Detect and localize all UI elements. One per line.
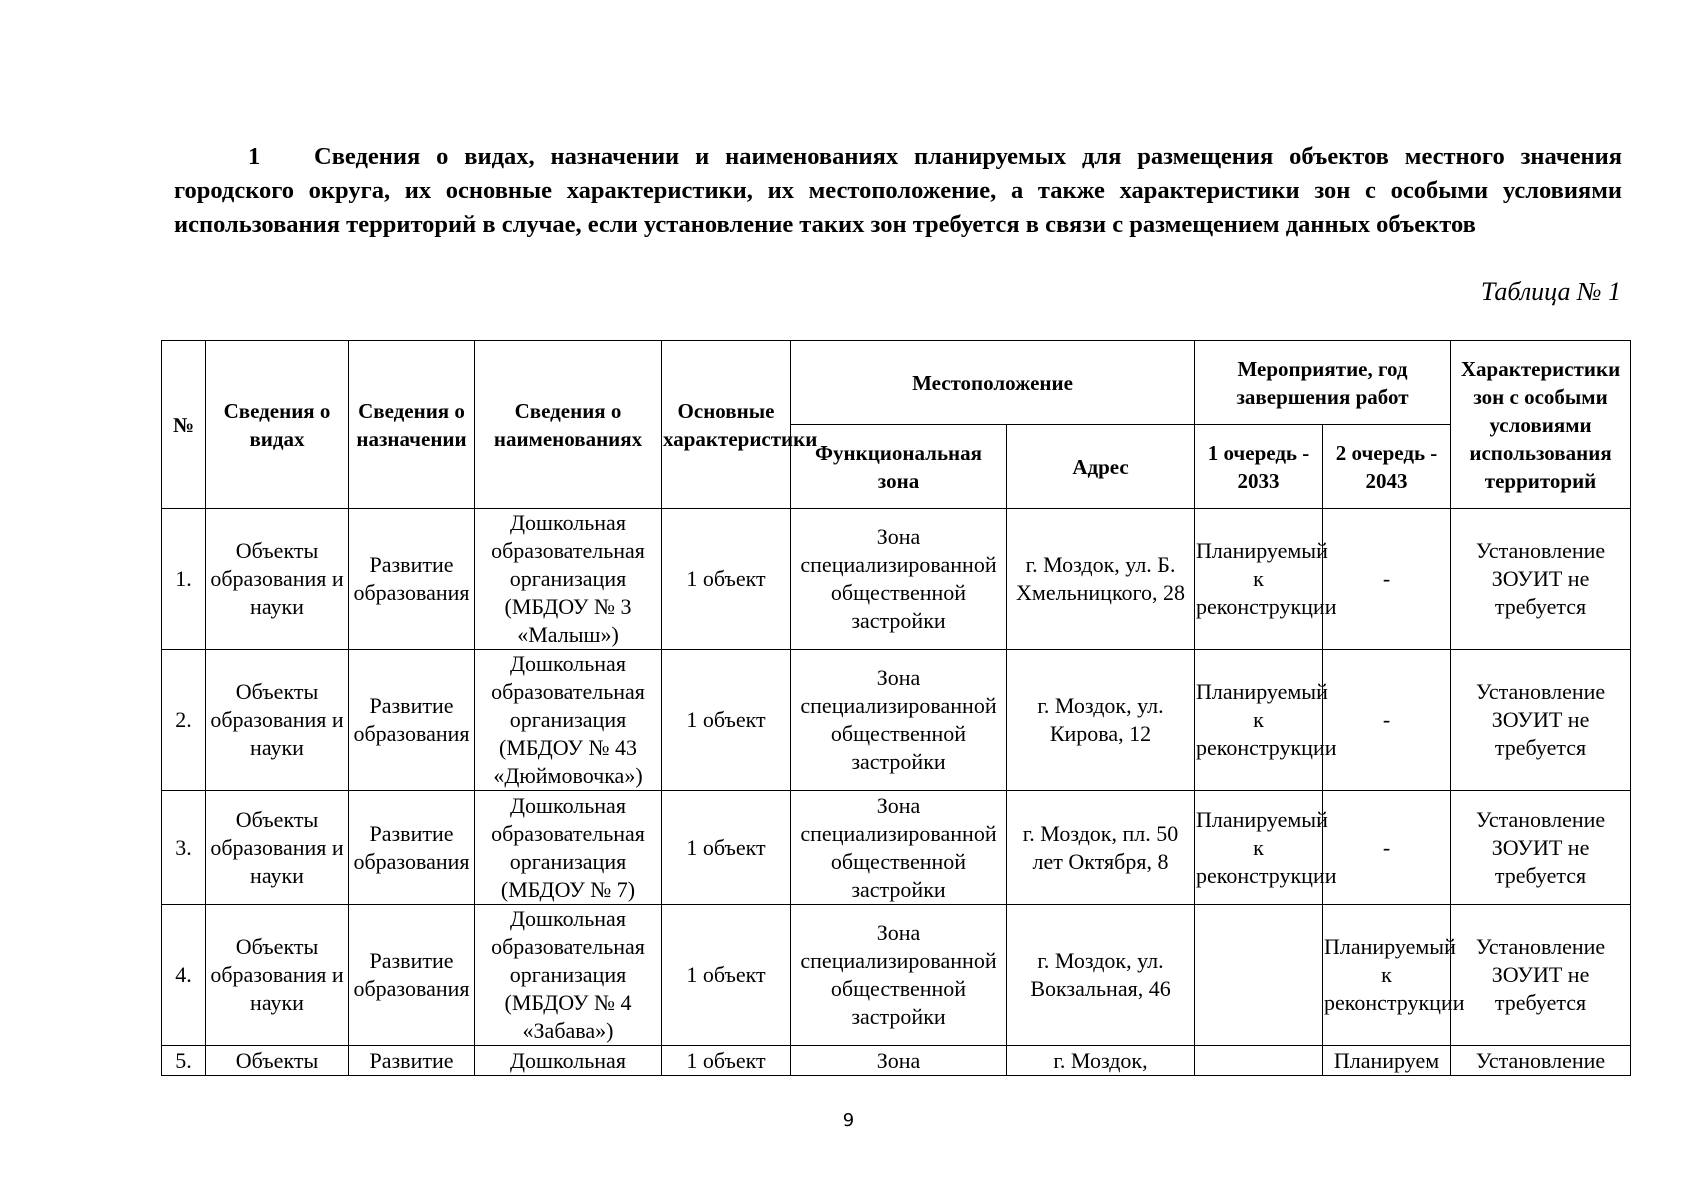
cell-purpose: Развитие bbox=[349, 1046, 475, 1076]
cell-types: Объекты образования и науки bbox=[206, 509, 349, 650]
cell-num: 3. bbox=[162, 791, 206, 905]
cell-stage1: Планируемый к реконструкции bbox=[1195, 509, 1323, 650]
header-stage2: 2 очередь - 2043 bbox=[1323, 425, 1451, 509]
cell-zones: Установление ЗОУИТ не требуется bbox=[1451, 791, 1631, 905]
cell-characteristics: 1 объект bbox=[662, 905, 791, 1046]
table-row bbox=[162, 791, 1631, 905]
table-row bbox=[162, 650, 1631, 791]
cell-zones: Установление ЗОУИТ не требуется bbox=[1451, 650, 1631, 791]
cell-num: 1. bbox=[162, 509, 206, 650]
header-event: Мероприятие, год завершения работ bbox=[1195, 341, 1451, 425]
cell-types: Объекты образования и науки bbox=[206, 905, 349, 1046]
cell-types: Объекты образования и науки bbox=[206, 650, 349, 791]
cell-stage2: Планируем bbox=[1323, 1046, 1451, 1076]
table-row bbox=[162, 905, 1631, 1046]
cell-purpose: Развитие образования bbox=[349, 650, 475, 791]
header-address: Адрес bbox=[1007, 425, 1195, 509]
cell-num: 5. bbox=[162, 1046, 206, 1076]
header-location: Местоположение bbox=[791, 341, 1195, 425]
cell-stage1 bbox=[1195, 905, 1323, 1046]
cell-address: г. Моздок, ул. Кирова, 12 bbox=[1007, 650, 1195, 791]
cell-stage1: Планируемый к реконструкции bbox=[1195, 650, 1323, 791]
header-functional-zone: Функциональная зона bbox=[791, 425, 1007, 509]
header-zones: Характеристики зон с особыми условиями использования территорий bbox=[1451, 341, 1631, 509]
section-heading-text: Сведения о видах, назначении и наименованиях планируемых для размещения объектов местного значения городского округа, их основные характеристики, их местоположение, а также характеристики зон с особыми условиями использования территорий в случае, если установление таких зон требуется в связи с размещением данных объектов bbox=[174, 143, 1622, 238]
objects-table bbox=[161, 340, 1631, 1076]
cell-names: Дошкольная образовательная организация (МБДОУ № 7) bbox=[475, 791, 662, 905]
cell-names: Дошкольная образовательная организация (МБДОУ № 43 «Дюймовочка») bbox=[475, 650, 662, 791]
cell-functional-zone: Зона специализированной общественной застройки bbox=[791, 509, 1007, 650]
table-caption: Таблица № 1 bbox=[1480, 277, 1621, 306]
cell-functional-zone: Зона специализированной общественной застройки bbox=[791, 791, 1007, 905]
table-row bbox=[162, 509, 1631, 650]
cell-characteristics: 1 объект bbox=[662, 509, 791, 650]
cell-stage1 bbox=[1195, 1046, 1323, 1076]
cell-names: Дошкольная образовательная организация (МБДОУ № 3 «Малыш») bbox=[475, 509, 662, 650]
cell-zones: Установление ЗОУИТ не требуется bbox=[1451, 509, 1631, 650]
cell-stage2: - bbox=[1323, 791, 1451, 905]
header-characteristics: Основные характеристики bbox=[662, 341, 791, 509]
table-row bbox=[162, 1046, 1631, 1076]
page-number: 9 bbox=[842, 1110, 855, 1131]
cell-zones: Установление bbox=[1451, 1046, 1631, 1076]
cell-functional-zone: Зона специализированной общественной застройки bbox=[791, 905, 1007, 1046]
cell-purpose: Развитие образования bbox=[349, 791, 475, 905]
cell-purpose: Развитие образования bbox=[349, 509, 475, 650]
header-types: Сведения о видах bbox=[206, 341, 349, 509]
cell-stage2: - bbox=[1323, 509, 1451, 650]
cell-characteristics: 1 объект bbox=[662, 1046, 791, 1076]
header-purpose: Сведения о назначении bbox=[349, 341, 475, 509]
cell-stage2: Планируемый к реконструкции bbox=[1323, 905, 1451, 1046]
cell-functional-zone: Зона bbox=[791, 1046, 1007, 1076]
header-names: Сведения о наименованиях bbox=[475, 341, 662, 509]
cell-stage1: Планируемый к реконструкции bbox=[1195, 791, 1323, 905]
header-stage1: 1 очередь - 2033 bbox=[1195, 425, 1323, 509]
cell-stage2: - bbox=[1323, 650, 1451, 791]
cell-characteristics: 1 объект bbox=[662, 791, 791, 905]
cell-zones: Установление ЗОУИТ не требуется bbox=[1451, 905, 1631, 1046]
cell-functional-zone: Зона специализированной общественной застройки bbox=[791, 650, 1007, 791]
cell-names: Дошкольная образовательная организация (МБДОУ № 4 «Забава») bbox=[475, 905, 662, 1046]
cell-address: г. Моздок, ул. Вокзальная, 46 bbox=[1007, 905, 1195, 1046]
cell-types: Объекты образования и науки bbox=[206, 791, 349, 905]
header-num: № bbox=[162, 341, 206, 509]
cell-purpose: Развитие образования bbox=[349, 905, 475, 1046]
cell-address: г. Моздок, ул. Б. Хмельницкого, 28 bbox=[1007, 509, 1195, 650]
cell-types: Объекты bbox=[206, 1046, 349, 1076]
section-heading: 1 Сведения о видах, назначении и наименованиях планируемых для размещения объектов местного значения городского округа, их основные характеристики, их местоположение, а также характеристики зон с особыми условиями использования территорий в случае, если установление таких зон требуется в связи с размещением данных объектов bbox=[174, 143, 1622, 238]
cell-address: г. Моздок, пл. 50 лет Октября, 8 bbox=[1007, 791, 1195, 905]
cell-names: Дошкольная bbox=[475, 1046, 662, 1076]
cell-characteristics: 1 объект bbox=[662, 650, 791, 791]
cell-num: 4. bbox=[162, 905, 206, 1046]
cell-num: 2. bbox=[162, 650, 206, 791]
cell-address: г. Моздок, bbox=[1007, 1046, 1195, 1076]
